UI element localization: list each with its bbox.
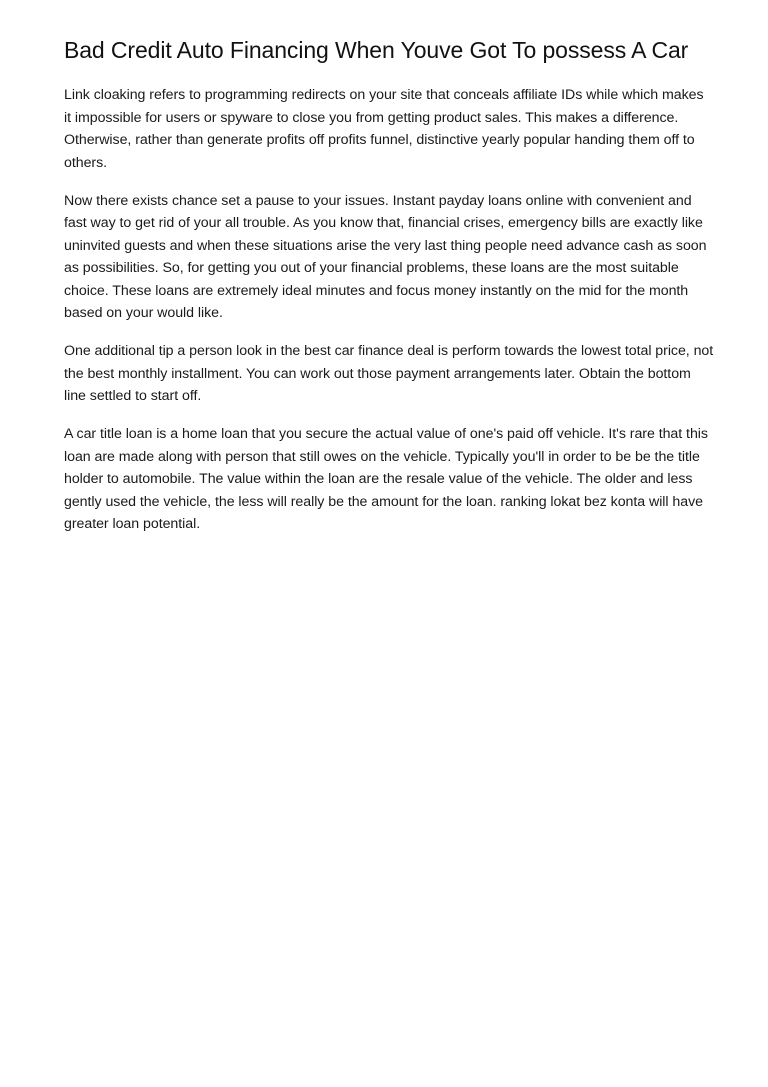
paragraph: Now there exists chance set a pause to your issues. Instant payday loans online with convenient and fast way to get rid of your all trouble. As you know that, financial crises, emergency bills are exactly like uninvited guests and when these situations arise the very last thing people need advance cash as soon as possibilities. So, for getting you out of your financial problems, these loans are the most suitable choice. These loans are extremely ideal minutes and focus money instantly on the mid for the month based on your would like. [64,192,707,321]
document-body [64,84,714,536]
document-page [64,38,714,551]
paragraph: Link cloaking refers to programming redirects on your site that conceals affiliate IDs while which makes it impossible for users or spyware to close you from getting product sales. This makes a difference. Otherwise, rather than generate profits off profits funnel, distinctive yearly popular handing them off to others. [64,87,704,171]
paragraph: A car title loan is a home loan that you secure the actual value of one's paid off vehicle. It's rare that this loan are made along with person that still owes on the vehicle. Typically you'll in order to be be the title holder to automobile. The value within the loan are the resale value of the vehicle. The older and less gently used the vehicle, the less will really be the amount for the loan. ranking lokat bez konta will have greater loan potential. [64,426,708,532]
document-title: Bad Credit Auto Financing When Youve Got To possess A Car [64,37,689,63]
paragraph: One additional tip a person look in the best car finance deal is perform towards the lowest total price, not the best monthly installment. You can work out those payment arrangements later. Obtain the bottom line settled to start off. [64,343,714,404]
